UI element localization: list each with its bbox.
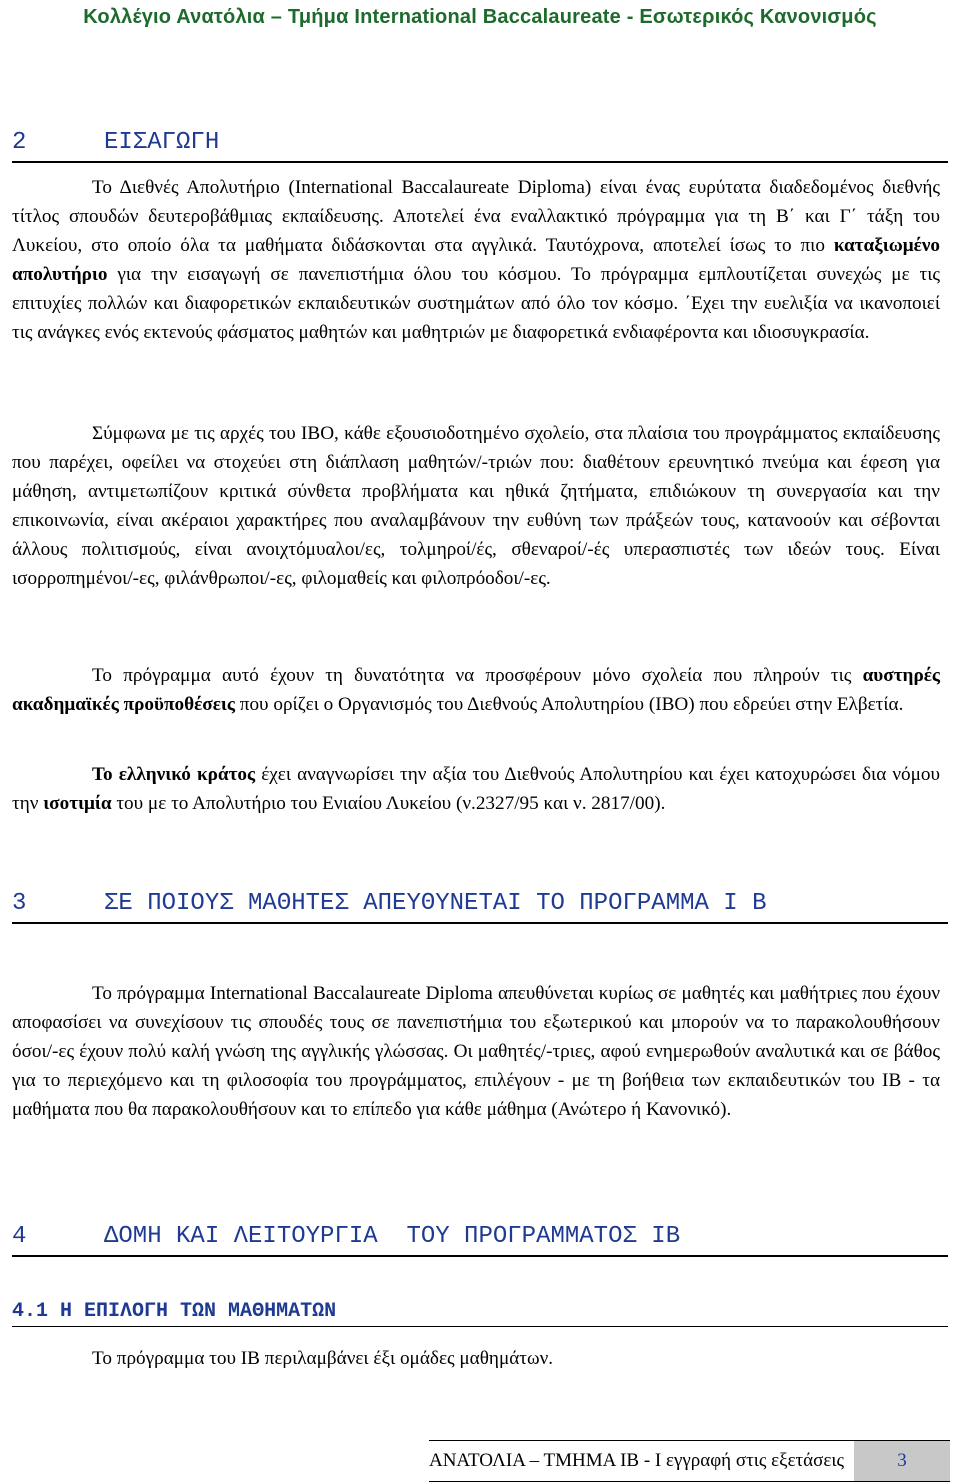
section-4-1-heading bbox=[12, 1300, 948, 1327]
bold-text: ισοτιμία bbox=[43, 793, 112, 814]
section-title: ΔΟΜΗ ΚΑΙ ΛΕΙΤΟΥΡΓΙΑ ΤΟΥ ΠΡΟΓΡΑΜΜΑΤΟΣ ΙΒ bbox=[104, 1223, 681, 1250]
structure-paragraph: Το πρόγραμμα του IB περιλαμβάνει έξι ομάδες μαθημάτων. bbox=[92, 1348, 554, 1369]
bold-text: αυστηρές ακαδημαϊκές προϋποθέσεις bbox=[12, 665, 940, 715]
section-title: ΣΕ ΠΟΙΟΥΣ ΜΑΘΗΤΕΣ ΑΠΕΥΘΥΝΕΤΑΙ ΤΟ ΠΡΟΓΡΑΜΜΑ Ι Β bbox=[104, 890, 767, 917]
footer-text: ΑΝΑΤΟΛΙΑ – ΤΜΗΜΑ IB - Ι εγγραφή στις εξετάσεις bbox=[428, 1450, 844, 1471]
section-3-heading bbox=[12, 889, 948, 924]
section-2-heading bbox=[12, 128, 948, 163]
text-run: για την εισαγωγή σε πανεπιστήμια όλου του κόσμου. Το πρόγραμμα εμπλουτίζεται συνεχώς με τις επιτυχίες πολλών και διαφορετικών εκπαιδευτικών συστημάτων από όλο τον κόσμο. ΄Εχει την ευελιξία να ικανοποιεί τις ανάγκες ενός εκτενούς φάσματος μαθητών και μαθητριών με διαφορετικά ενδιαφέροντα και ιδιοσυγκρασία. bbox=[12, 264, 940, 343]
text-run: του με το Απολυτήριο του Ενιαίου Λυκείου (ν.2327/95 και ν. 2817/00). bbox=[111, 793, 666, 814]
intro-paragraph-2: Σύμφωνα με τις αρχές του IBO, κάθε εξουσιοδοτημένο σχολείο, στα πλαίσια του προγράμματος εκπαίδευσης που παρέχει, οφείλει να στοχεύει στη διάπλαση μαθητών/-τριών που: διαθέτουν ερευνητικό πνεύμα και έφεση για μάθηση, αντιμετωπίζουν κριτικά σύνθετα προβλήματα και ηθικά ζητήματα, επιδιώκουν τη συνεργασία και την επικοινωνία, είναι ακέραιοι χαρακτήρες που αναλαμβάνουν την ευθύνη των πράξεών τους, κατανοούν και σέβονται άλλους πολιτισμούς, είναι ανοιχτόμυαλοι/ες, τολμηροί/ές, σθεναροί/-ές υπερασπιστές των ιδεών τους. Είναι ισορροπημένοι/-ες, φιλάνθρωποι/-ες, φιλομαθείς και φιλοπρόοδοι/-ες. bbox=[12, 423, 940, 589]
section-number: 4.1 bbox=[12, 1300, 49, 1323]
intro-paragraph-1 bbox=[12, 173, 940, 347]
text-run: Το πρόγραμμα αυτό έχουν τη δυνατότητα να προσφέρουν μόνο σχολεία που πληρούν τις bbox=[92, 665, 863, 686]
text-run: έχει αναγνωρίσει την αξία του Διεθνούς Απολυτηρίου και έχει κατοχυρώσει δια νόμου την bbox=[12, 764, 940, 814]
bold-text: καταξιωμένο απολυτήριο bbox=[12, 235, 940, 285]
text-run: που ορίζει ο Οργανισμός του Διεθνούς Απολυτηρίου (IBO) που εδρεύει στην Ελβετία. bbox=[234, 694, 904, 715]
section-number: 2 bbox=[12, 129, 27, 156]
audience-paragraph: Το πρόγραμμα International Baccalaureate Diploma απευθύνεται κυρίως σε μαθητές και μαθήτριες που έχουν αποφασίσει να συνεχίσουν τις σπουδές τους σε πανεπιστήμια του εξωτερικού και μπορούν να το παρακολουθήσουν όσοι/-ες έχουν πολύ καλή γνώση της αγγλικής γλώσσας. Οι μαθητές/-τριες, αφού ενημερωθούν αναλυτικά και σε βάθος για το περιεχόμενο και τη φιλοσοφία του προγράμματος, επιλέγουν - με τη βοήθεια των εκπαιδευτικών του IB - τα μαθήματα που θα παρακολουθήσουν και το επίπεδο για κάθε μάθημα (Ανώτερο ή Κανονικό). bbox=[12, 983, 940, 1120]
intro-paragraph-3 bbox=[12, 661, 940, 719]
section-number: 4 bbox=[12, 1223, 27, 1250]
bold-text: Το ελληνικό κράτος bbox=[92, 764, 256, 785]
running-header: Κολλέγιο Ανατόλια – Τμήμα International Baccalaureate - Εσωτερικός Κανονισμός bbox=[83, 6, 877, 28]
section-number: 3 bbox=[12, 890, 27, 917]
page-footer bbox=[429, 1440, 950, 1482]
section-4-heading bbox=[12, 1222, 948, 1257]
section-title: Η ΕΠΙΛΟΓΗ ΤΩΝ ΜΑΘΗΜΑΤΩΝ bbox=[60, 1300, 337, 1323]
page-number: 3 bbox=[854, 1441, 950, 1481]
intro-paragraph-4 bbox=[12, 760, 940, 818]
section-title: ΕΙΣΑΓΩΓΗ bbox=[104, 129, 220, 156]
text-run: Το Διεθνές Απολυτήριο (International Baccalaureate Diploma) είναι ένας ευρύτατα διαδεδομένος διεθνής τίτλος σπουδών δευτεροβάθμιας εκπαίδευσης. Αποτελεί ένα εναλλακτικό πρόγραμμα για τη Β΄ και Γ΄ τάξη του Λυκείου, στο οποίο όλα τα μαθήματα διδάσκονται στα αγγλικά. Ταυτόχρονα, αποτελεί ίσως το πιο bbox=[12, 177, 940, 256]
